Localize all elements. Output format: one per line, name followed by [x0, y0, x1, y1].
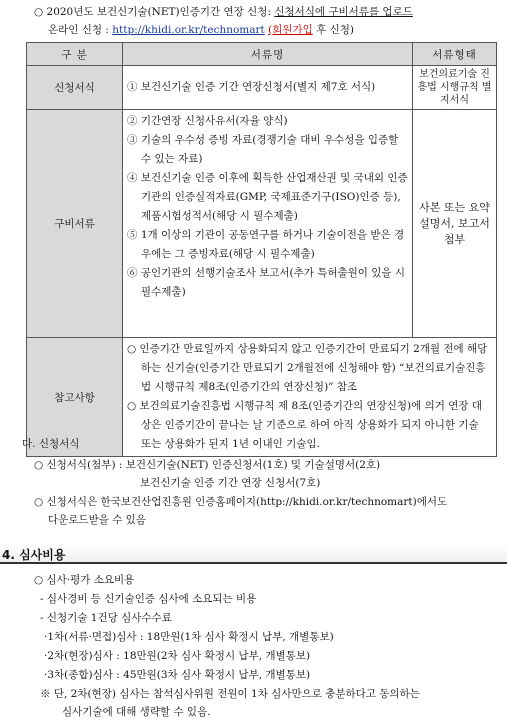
section-4-line: - 신청기술 1건당 심사수수료 [40, 612, 172, 624]
row-category: 신청서식 [27, 66, 123, 110]
row-notes [123, 338, 497, 457]
list-item: ② 기간연장 신청사유서(자율 양식) [127, 115, 288, 127]
technomart-link[interactable]: http://khidi.or.kr/technomart [112, 24, 265, 36]
section-da-line: ○ 신청서식(첨부) : 보건신기술(NET) 인증신청서(1호) 및 기술설명서(2호) [34, 459, 381, 471]
intro-line-2 [48, 22, 354, 37]
section-da-line: ○ 신청서식은 한국보건산업진흥원 인증홈페이지(http://khidi.or.kr/technomart)에서도 [34, 496, 448, 508]
row-format: 사본 또는 요약설명서, 보고서 첨부 [413, 110, 497, 338]
row-format: 보건의료기술 진흥법 시행규칙 별지서식 [413, 66, 497, 110]
section-da-title: 다. 신청서식 [22, 438, 80, 450]
intro-underlined-text: 신청서식에 구비서류를 업로드 [274, 6, 413, 18]
row-category: 참고사항 [27, 338, 123, 457]
intro-text: 2020년도 보건신기술(NET)인증기간 연장 신청: [46, 6, 275, 18]
note-item: ○ 보건의료기술진흥법 시행규칙 제 8조(인증기간의 연장신청)에 의거 연장 대상은 인증기간이 끝나는 날 기준으로 하여 아직 상용화가 되지 아니한 기술 또는 상용화가 된지 1년 이내인 기술임. [127, 400, 483, 450]
row-category: 구비서류 [27, 110, 123, 338]
section-4-line: 심사기술에 대해 생략할 수 있음. [62, 706, 211, 718]
table-row [27, 66, 497, 110]
section-4-line: ·1차(서류·면접)심사 : 18만원(1차 심사 확정시 납부, 개별통보) [44, 631, 334, 643]
header-document: 서류명 [123, 43, 413, 66]
bullet: ○ [34, 6, 44, 18]
list-item: ④ 보건신기술 인증 이후에 획득한 산업재산권 및 국내외 인증기관의 인증실적자료(GMP, 국제표준기구(ISO)인증 등), 제품시험성적서(해당 시 필수제출) [127, 172, 408, 222]
section-4-title: 4. 심사비용 [2, 548, 66, 562]
list-item: ⑥ 공인기관의 선행기술조사 보고서(추가 특허출원이 있을 시 필수제출) [127, 267, 406, 298]
table-row [27, 110, 497, 338]
signup-note: (회원가입 [268, 24, 313, 36]
section-4-heading [0, 544, 507, 564]
section-4-line: - 심사경비 등 신기술인증 심사에 소요되는 비용 [40, 593, 257, 605]
table-header-row [27, 43, 497, 66]
online-post: 후 신청) [312, 24, 354, 36]
section-4-line: ※ 단, 2차(현장) 심사는 참석심사위원 전원이 1차 심사만으로 충분하다고 동의하는 [40, 688, 420, 700]
section-da-line: 다운로드받을 수 있음 [48, 514, 146, 526]
table-row [27, 338, 497, 457]
intro-line-1 [34, 4, 413, 19]
section-4-line: ○ 심사·평가 소요비용 [34, 574, 135, 586]
list-item: ③ 기술의 우수성 증빙 자료(경쟁기술 대비 우수성을 입증할 수 있는 자료) [127, 134, 399, 165]
header-format: 서류형태 [413, 43, 497, 66]
heading-divider [0, 562, 507, 564]
section-4-line: ·2차(현장)심사 : 18만원(2차 심사 확정시 납부, 개별통보) [44, 650, 311, 662]
row-items [123, 110, 413, 338]
row-item: ① 보건신기술 인증 기간 연장신청서(별지 제7호 서식) [123, 66, 413, 110]
note-item: ○ 인증기간 만료일까지 상용화되지 않고 인증기간이 만료되기 2개월 전에 해당하는 신기술(인증기간 만료되기 2개월전에 신청해야 함) “보건의료기술진흥법 시행규칙 제8조(인증기간의 연장신청)” 참조 [127, 343, 488, 393]
section-da-line: 보건신기술 인증 기간 연장 신청서(7호) [140, 477, 321, 489]
online-label: 온라인 신청 : [48, 24, 113, 36]
documents-table [26, 42, 497, 457]
header-category: 구 분 [27, 43, 123, 66]
list-item: ⑤ 1개 이상의 기관이 공동연구를 하거나 기술이전을 받은 경우에는 그 증빙자료(해당 시 필수제출) [127, 229, 405, 260]
section-4-line: ·3차(종합)심사 : 45만원(3차 심사 확정시 납부, 개별통보) [44, 669, 311, 681]
